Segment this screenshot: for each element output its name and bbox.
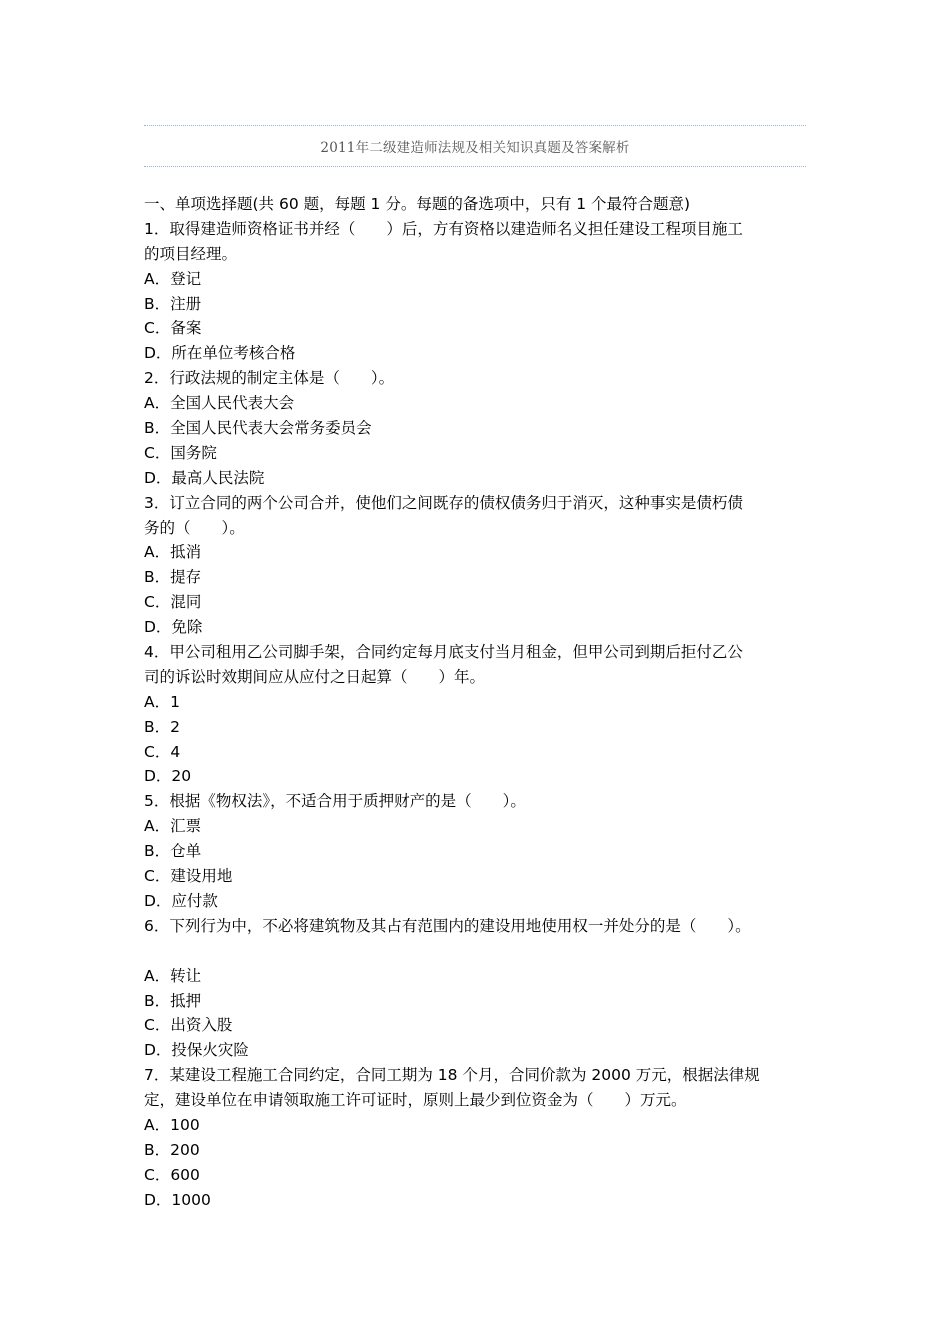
question-text: 7．某建设工程施工合同约定，合同工期为 18 个月，合同价款为 2000 万元，根据法律规 <box>144 1066 760 1085</box>
option-d: D．1000 <box>144 1190 211 1209</box>
section-heading: 一、单项选择题(共 60 题，每题 1 分。每题的备选项中，只有 1 个最符合题意) <box>144 195 691 213</box>
option-a: A．登记 <box>144 269 202 288</box>
question-text: 务的（ ）。 <box>144 518 245 537</box>
question-6 <box>144 914 824 1063</box>
option-b: B．注册 <box>144 294 202 313</box>
option-c: C．4 <box>144 742 181 761</box>
question-4 <box>144 640 824 789</box>
option-a: A．1 <box>144 692 180 711</box>
option-a: A．转让 <box>144 966 202 985</box>
option-d: D．应付款 <box>144 891 218 910</box>
question-5 <box>144 789 824 913</box>
option-a: A．抵消 <box>144 543 202 562</box>
option-c: C．600 <box>144 1165 200 1184</box>
option-d: D．所在单位考核合格 <box>144 344 296 363</box>
question-text: 2．行政法规的制定主体是（ ）。 <box>144 369 395 388</box>
question-7 <box>144 1063 824 1212</box>
option-d: D．最高人民法院 <box>144 468 265 487</box>
option-c: C．出资入股 <box>144 1016 233 1035</box>
question-text: 司的诉讼时效期间应从应付之日起算（ ）年。 <box>144 667 486 686</box>
option-c: C．备案 <box>144 319 202 338</box>
option-b: B．仓单 <box>144 842 202 861</box>
option-d: D．免除 <box>144 618 203 637</box>
question-text: 3．订立合同的两个公司合并，使他们之间既存的债权债务归于消灭，这种事实是债朽债 <box>144 493 743 512</box>
title-bottom-divider <box>144 166 806 167</box>
question-3 <box>144 491 824 640</box>
question-1 <box>144 217 824 366</box>
option-d: D．投保火灾险 <box>144 1041 249 1060</box>
option-c: C．国务院 <box>144 443 217 462</box>
option-b: B．抵押 <box>144 991 202 1010</box>
question-text: 1．取得建造师资格证书并经（ ）后，方有资格以建造师名义担任建设工程项目施工 <box>144 219 743 238</box>
title-top-divider <box>144 125 806 126</box>
option-a: A．100 <box>144 1115 200 1134</box>
blank-line <box>144 939 824 964</box>
option-d: D．20 <box>144 767 192 786</box>
option-c: C．建设用地 <box>144 867 233 886</box>
question-text: 的项目经理。 <box>144 244 238 263</box>
document-title: 2011年二级建造师法规及相关知识真题及答案解析 <box>320 140 630 156</box>
question-text: 5．根据《物权法》，不适合用于质押财产的是（ ）。 <box>144 792 526 811</box>
option-a: A．汇票 <box>144 817 202 836</box>
option-b: B．200 <box>144 1140 200 1159</box>
document-body <box>144 192 824 1213</box>
option-b: B．全国人民代表大会常务委员会 <box>144 419 372 438</box>
question-2 <box>144 366 824 490</box>
question-text: 6．下列行为中，不必将建筑物及其占有范围内的建设用地使用权一并处分的是（ ）。 <box>144 916 751 935</box>
question-text: 定，建设单位在申请领取施工许可证时，原则上最少到位资金为（ ）万元。 <box>144 1091 687 1110</box>
question-text: 4．甲公司租用乙公司脚手架，合同约定每月底支付当月租金，但甲公司到期后拒付乙公 <box>144 643 743 662</box>
option-b: B．提存 <box>144 568 202 587</box>
option-b: B．2 <box>144 717 180 736</box>
option-c: C．混同 <box>144 593 202 612</box>
option-a: A．全国人民代表大会 <box>144 394 295 413</box>
